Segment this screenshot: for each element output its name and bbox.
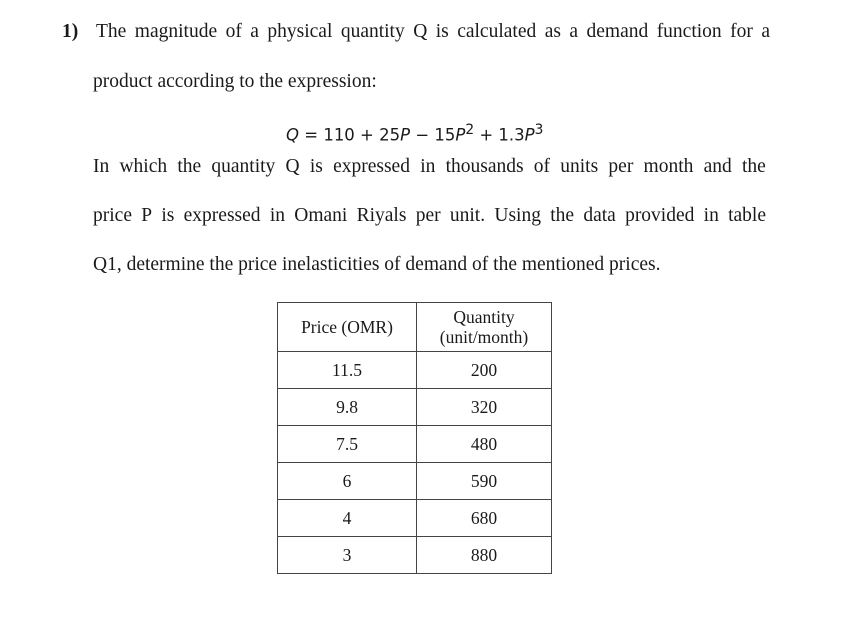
quantity-header [417, 303, 552, 352]
formula-plus: + 1.3 [474, 125, 525, 145]
word: function [656, 21, 722, 42]
quantity-header-line2: (unit/month) [439, 327, 529, 347]
word: a [569, 21, 579, 42]
word: of [225, 21, 242, 42]
word: The [96, 21, 127, 42]
word: a [250, 21, 259, 42]
formula-sup2: 2 [465, 122, 475, 138]
table-row [278, 500, 552, 537]
word: table [728, 205, 766, 226]
price-cell: 6 [278, 463, 417, 500]
word: Using [494, 205, 541, 226]
word: is [161, 205, 175, 226]
formula-p2: P [455, 125, 466, 145]
word: Q [285, 156, 300, 177]
word: the [741, 156, 766, 177]
word: data [583, 205, 616, 226]
word: expressed [183, 205, 261, 226]
price-cell: 7.5 [278, 426, 417, 463]
price-cell: 3 [278, 537, 417, 574]
word: quantity [211, 156, 276, 177]
word: calculated [457, 21, 537, 42]
word: Riyals [356, 205, 407, 226]
word: is [435, 21, 449, 42]
word: magnitude [134, 21, 218, 42]
quantity-cell: 590 [417, 463, 552, 500]
word: is [309, 156, 323, 177]
word: unit. [449, 205, 486, 226]
table-row [278, 426, 552, 463]
word: and [703, 156, 732, 177]
quantity-cell: 200 [417, 352, 552, 389]
word: per [415, 205, 441, 226]
word: the [177, 156, 202, 177]
word: the [550, 205, 575, 226]
price-header: Price (OMR) [278, 303, 417, 352]
table-row [278, 389, 552, 426]
table-row [278, 352, 552, 389]
word: quantity [340, 21, 405, 42]
word: In [93, 156, 110, 177]
question-line-2: product according to the expression: [93, 71, 377, 92]
formula-lhs: Q [286, 125, 299, 145]
quantity-header-line1: Quantity [453, 307, 515, 327]
word: thousands [445, 156, 524, 177]
word: units [560, 156, 599, 177]
word: in [269, 205, 285, 226]
formula-mid: − 15 [410, 125, 456, 145]
formula-p1: P [400, 125, 411, 145]
data-table [277, 302, 552, 574]
word: price [93, 205, 132, 226]
formula-sup3: 3 [534, 122, 544, 138]
quantity-cell: 480 [417, 426, 552, 463]
word: which [119, 156, 168, 177]
word: per [608, 156, 634, 177]
word: Omani [294, 205, 348, 226]
quantity-cell: 880 [417, 537, 552, 574]
word: Q [413, 21, 428, 42]
price-cell: 4 [278, 500, 417, 537]
quantity-cell: 680 [417, 500, 552, 537]
question-number: 1) [62, 21, 79, 42]
word: of [533, 156, 551, 177]
table-row [278, 537, 552, 574]
word: P [141, 205, 153, 226]
word: physical [267, 21, 333, 42]
question-line-4 [93, 204, 766, 228]
word: a [761, 21, 770, 42]
table-row [278, 463, 552, 500]
question-line-3 [93, 155, 766, 179]
question-line-5: Q1, determine the price inelasticities of demand of the mentioned prices. [93, 254, 661, 275]
word: expressed [333, 156, 410, 177]
formula-eq: = 110 + 25 [299, 125, 401, 145]
word: for [730, 21, 753, 42]
quantity-cell: 320 [417, 389, 552, 426]
word: provided [625, 205, 695, 226]
table-header-row [278, 303, 552, 352]
price-cell: 9.8 [278, 389, 417, 426]
word: in [703, 205, 719, 226]
word: in [420, 156, 436, 177]
word: as [544, 21, 561, 42]
word: demand [586, 21, 649, 42]
formula-p3: P [524, 125, 535, 145]
price-cell: 11.5 [278, 352, 417, 389]
question-line-1 [96, 20, 770, 44]
word: month [643, 156, 694, 177]
demand-formula [286, 119, 543, 147]
